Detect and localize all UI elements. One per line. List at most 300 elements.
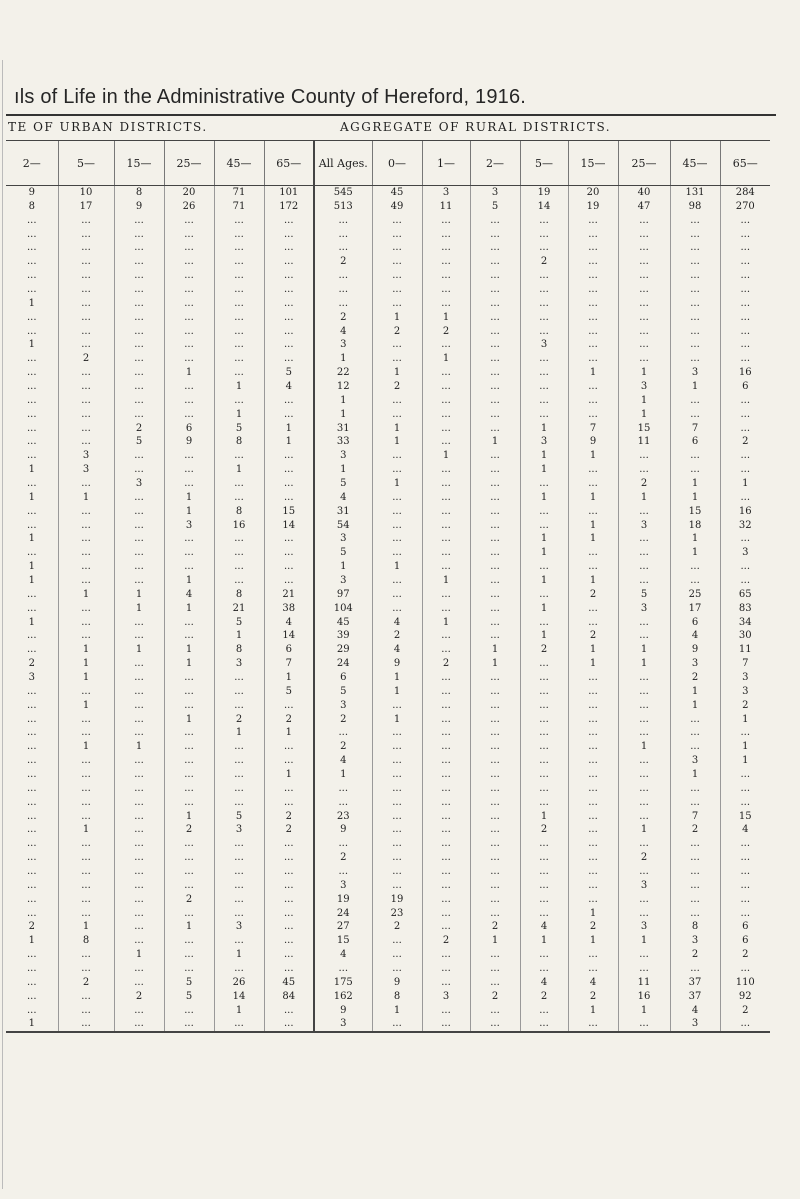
table-cell: ...	[568, 837, 618, 851]
table-cell: 1	[568, 934, 618, 948]
table-cell: 1	[720, 740, 770, 754]
table-cell: ...	[214, 934, 264, 948]
table-cell: ...	[372, 934, 422, 948]
table-cell: ...	[372, 824, 422, 838]
table-cell: 1	[314, 560, 372, 574]
table-cell: ...	[720, 297, 770, 311]
table-cell: 14	[264, 519, 314, 533]
table-cell: 2	[28, 658, 35, 670]
column-header: 5—	[58, 141, 114, 186]
table-cell: ...	[422, 837, 470, 851]
table-cell: ...	[470, 699, 520, 713]
table-cell: 9	[114, 200, 164, 214]
table-cell: ...	[164, 630, 214, 644]
table-cell: ...	[670, 962, 720, 976]
table-cell: 15	[670, 505, 720, 519]
table-cell: ...	[422, 241, 470, 255]
table-cell: ...	[58, 366, 114, 380]
table-cell: 1	[114, 643, 164, 657]
table-cell: ...	[214, 255, 264, 269]
table-cell: ...	[58, 962, 114, 976]
table-cell: ...	[470, 352, 520, 366]
table-row	[6, 602, 770, 616]
table-cell: 25	[670, 588, 720, 602]
table-cell: ...	[58, 1004, 114, 1018]
table-cell: ...	[422, 532, 470, 546]
table-row	[6, 560, 770, 574]
table-cell: ...	[114, 713, 164, 727]
table-cell: ...	[520, 879, 568, 893]
table-cell: ...	[114, 851, 164, 865]
table-cell: ...	[26, 685, 37, 697]
table-cell: ...	[720, 241, 770, 255]
table-cell: ...	[372, 338, 422, 352]
table-cell: ...	[618, 713, 670, 727]
table-cell: 1	[670, 380, 720, 394]
table-cell: 2	[114, 990, 164, 1004]
table-cell: ...	[520, 228, 568, 242]
table-cell: 545	[314, 186, 372, 200]
table-cell: 54	[314, 519, 372, 533]
table-row	[6, 394, 770, 408]
table-row	[6, 851, 770, 865]
table-cell: ...	[470, 948, 520, 962]
table-cell: ...	[568, 824, 618, 838]
table-cell: ...	[372, 269, 422, 283]
table-cell: 6	[670, 435, 720, 449]
table-cell: 5	[470, 200, 520, 214]
table-cell: 7	[670, 810, 720, 824]
table-cell: 2	[164, 824, 214, 838]
table-cell: ...	[470, 311, 520, 325]
table-cell: 5	[164, 990, 214, 1004]
table-cell: ...	[26, 893, 37, 905]
table-cell: ...	[470, 366, 520, 380]
table-cell: 1	[568, 1004, 618, 1018]
table-cell: ...	[26, 380, 37, 392]
table-cell: ...	[470, 532, 520, 546]
table-cell: ...	[568, 352, 618, 366]
column-header: 15—	[568, 141, 618, 186]
table-cell: ...	[422, 851, 470, 865]
table-cell: ...	[264, 338, 314, 352]
table-row	[6, 1018, 770, 1033]
table-cell: ...	[58, 990, 114, 1004]
table-cell: ...	[26, 505, 37, 517]
table-cell: 1	[28, 574, 35, 586]
table-cell: 2	[264, 713, 314, 727]
table-cell: 71	[214, 200, 264, 214]
table-cell: ...	[214, 241, 264, 255]
table-cell: ...	[314, 837, 372, 851]
table-cell: ...	[372, 505, 422, 519]
table-cell: ...	[618, 241, 670, 255]
table-cell: ...	[670, 865, 720, 879]
table-cell: ...	[58, 713, 114, 727]
table-cell: ...	[164, 311, 214, 325]
table-cell: ...	[164, 546, 214, 560]
table-cell: 23	[314, 810, 372, 824]
table-cell: 6	[264, 643, 314, 657]
table-cell: 1	[264, 671, 314, 685]
table-cell: ...	[372, 948, 422, 962]
table-cell: 1	[264, 768, 314, 782]
table-cell: 3	[618, 879, 670, 893]
table-row	[6, 657, 770, 671]
table-cell: ...	[372, 519, 422, 533]
table-cell: ...	[568, 408, 618, 422]
table-cell: 1	[28, 297, 35, 309]
table-cell: ...	[114, 532, 164, 546]
table-cell: ...	[520, 699, 568, 713]
mortality-table	[6, 140, 770, 1033]
table-row	[6, 269, 770, 283]
table-cell: 1	[720, 754, 770, 768]
table-cell: 2	[470, 990, 520, 1004]
table-cell: ...	[568, 879, 618, 893]
table-cell: ...	[568, 768, 618, 782]
table-cell: ...	[264, 740, 314, 754]
table-cell: 2	[314, 311, 372, 325]
table-cell: ...	[470, 810, 520, 824]
table-cell: ...	[372, 837, 422, 851]
table-cell: ...	[422, 269, 470, 283]
table-cell: ...	[264, 699, 314, 713]
table-cell: ...	[422, 519, 470, 533]
table-cell: 6	[164, 422, 214, 436]
table-cell: ...	[58, 297, 114, 311]
table-cell: ...	[114, 976, 164, 990]
table-cell: ...	[670, 574, 720, 588]
table-cell: ...	[264, 560, 314, 574]
table-cell: ...	[720, 422, 770, 436]
table-cell: ...	[58, 325, 114, 339]
table-cell: 45	[314, 616, 372, 630]
table-cell: ...	[470, 851, 520, 865]
table-cell: ...	[214, 297, 264, 311]
table-cell: 1	[164, 491, 214, 505]
table-row	[6, 796, 770, 810]
table-cell: ...	[618, 685, 670, 699]
table-cell: 1	[58, 921, 114, 935]
table-cell: ...	[568, 851, 618, 865]
table-cell: ...	[114, 408, 164, 422]
table-cell: ...	[618, 616, 670, 630]
table-cell: 3	[314, 699, 372, 713]
table-cell: ...	[422, 782, 470, 796]
table-cell: 3	[214, 657, 264, 671]
table-cell: ...	[114, 685, 164, 699]
table-cell: ...	[568, 893, 618, 907]
table-cell: ...	[618, 338, 670, 352]
column-header: 65—	[264, 141, 314, 186]
table-cell: 23	[372, 907, 422, 921]
table-cell: 3	[618, 519, 670, 533]
table-cell: ...	[520, 768, 568, 782]
table-cell: ...	[164, 934, 214, 948]
table-body	[6, 186, 770, 1033]
table-cell: 2	[568, 921, 618, 935]
column-header: 1—	[422, 141, 470, 186]
table-cell: ...	[470, 477, 520, 491]
table-cell: 3	[670, 1018, 720, 1033]
table-cell: ...	[520, 519, 568, 533]
table-cell: 32	[720, 519, 770, 533]
table-cell: 8	[670, 921, 720, 935]
table-cell: ...	[568, 685, 618, 699]
table-row	[6, 643, 770, 657]
table-cell: ...	[520, 505, 568, 519]
table-cell: ...	[26, 990, 37, 1002]
table-cell: ...	[114, 879, 164, 893]
table-cell: ...	[618, 699, 670, 713]
table-cell: 45	[264, 976, 314, 990]
table-cell: ...	[114, 519, 164, 533]
table-cell: 2	[670, 671, 720, 685]
table-cell: 2	[720, 1004, 770, 1018]
table-cell: ...	[470, 214, 520, 228]
table-cell: ...	[58, 519, 114, 533]
table-row	[6, 477, 770, 491]
table-cell: 175	[314, 976, 372, 990]
table-cell: ...	[214, 740, 264, 754]
table-cell: ...	[618, 865, 670, 879]
table-cell: ...	[372, 796, 422, 810]
table-cell: ...	[422, 463, 470, 477]
table-cell: ...	[568, 865, 618, 879]
table-cell: ...	[372, 727, 422, 741]
table-cell: 4	[314, 754, 372, 768]
table-cell: ...	[58, 602, 114, 616]
table-cell: 31	[314, 422, 372, 436]
table-cell: ...	[114, 962, 164, 976]
table-cell: ...	[520, 311, 568, 325]
table-cell: ...	[568, 754, 618, 768]
table-cell: 3	[164, 519, 214, 533]
table-cell: ...	[26, 838, 37, 850]
table-cell: 1	[618, 408, 670, 422]
table-cell: 12	[314, 380, 372, 394]
table-cell: ...	[314, 214, 372, 228]
table-cell: ...	[58, 311, 114, 325]
table-cell: ...	[568, 297, 618, 311]
table-row	[6, 879, 770, 893]
table-cell: ...	[58, 241, 114, 255]
table-cell: ...	[520, 837, 568, 851]
table-cell: ...	[520, 283, 568, 297]
table-cell: ...	[520, 588, 568, 602]
table-cell: 19	[568, 200, 618, 214]
table-cell: ...	[114, 394, 164, 408]
table-cell: ...	[568, 380, 618, 394]
table-cell: ...	[26, 547, 37, 559]
table-cell: ...	[214, 214, 264, 228]
table-cell: ...	[520, 1004, 568, 1018]
table-cell: ...	[114, 311, 164, 325]
table-cell: ...	[470, 602, 520, 616]
table-cell: ...	[422, 546, 470, 560]
table-cell: ...	[470, 754, 520, 768]
table-cell: ...	[264, 228, 314, 242]
table-cell: ...	[114, 228, 164, 242]
table-cell: ...	[214, 546, 264, 560]
table-cell: 9	[314, 824, 372, 838]
table-cell: 3	[670, 934, 720, 948]
table-cell: ...	[26, 879, 37, 891]
table-cell: 30	[720, 630, 770, 644]
table-cell: ...	[26, 824, 37, 836]
table-cell: ...	[670, 907, 720, 921]
table-row	[6, 519, 770, 533]
table-cell: 5	[164, 976, 214, 990]
table-cell: ...	[470, 505, 520, 519]
table-cell: ...	[114, 505, 164, 519]
table-cell: 1	[58, 588, 114, 602]
table-cell: 2	[58, 352, 114, 366]
table-cell: ...	[26, 588, 37, 600]
page-edge	[2, 60, 3, 1189]
table-cell: ...	[720, 325, 770, 339]
table-cell: 16	[720, 366, 770, 380]
table-cell: ...	[114, 907, 164, 921]
table-row	[6, 685, 770, 699]
table-cell: ...	[26, 602, 37, 614]
table-row	[6, 616, 770, 630]
table-cell: ...	[264, 934, 314, 948]
table-cell: 24	[314, 907, 372, 921]
table-cell: ...	[670, 408, 720, 422]
table-cell: 2	[314, 740, 372, 754]
table-cell: 1	[372, 671, 422, 685]
table-cell: ...	[470, 685, 520, 699]
table-cell: 101	[264, 186, 314, 200]
table-cell: ...	[520, 685, 568, 699]
table-cell: 1	[164, 921, 214, 935]
table-cell: 1	[670, 685, 720, 699]
table-cell: ...	[164, 532, 214, 546]
table-cell: ...	[372, 449, 422, 463]
table-cell: ...	[114, 352, 164, 366]
table-cell: 9	[372, 657, 422, 671]
table-cell: 11	[720, 643, 770, 657]
table-cell: 1	[28, 533, 35, 545]
table-cell: ...	[114, 269, 164, 283]
table-row	[6, 422, 770, 436]
table-cell: 3	[314, 574, 372, 588]
table-cell: ...	[58, 685, 114, 699]
table-cell: 2	[372, 325, 422, 339]
table-cell: 104	[314, 602, 372, 616]
table-cell: ...	[470, 837, 520, 851]
table-cell: 38	[264, 602, 314, 616]
table-cell: 1	[264, 727, 314, 741]
table-row	[6, 630, 770, 644]
table-cell: ...	[720, 560, 770, 574]
table-cell: ...	[568, 699, 618, 713]
table-cell: 3	[720, 671, 770, 685]
table-cell: ...	[670, 283, 720, 297]
table-cell: ...	[314, 297, 372, 311]
table-cell: 4	[670, 1004, 720, 1018]
table-cell: 1	[28, 464, 35, 476]
table-cell: ...	[520, 713, 568, 727]
table-row	[6, 740, 770, 754]
table-cell: ...	[372, 768, 422, 782]
table-cell: ...	[618, 532, 670, 546]
table-cell: ...	[314, 269, 372, 283]
table-cell: ...	[568, 1018, 618, 1033]
table-cell: ...	[114, 630, 164, 644]
table-cell: ...	[720, 837, 770, 851]
table-cell: ...	[670, 352, 720, 366]
table-cell: 1	[164, 366, 214, 380]
table-cell: ...	[568, 214, 618, 228]
table-cell: ...	[372, 1018, 422, 1033]
table-cell: ...	[618, 255, 670, 269]
table-cell: ...	[568, 560, 618, 574]
table-cell: ...	[114, 546, 164, 560]
table-cell: ...	[670, 297, 720, 311]
table-cell: ...	[314, 241, 372, 255]
table-cell: ...	[568, 962, 618, 976]
table-row	[6, 907, 770, 921]
table-cell: ...	[164, 477, 214, 491]
table-cell: 3	[670, 657, 720, 671]
table-cell: ...	[214, 491, 264, 505]
table-cell: ...	[164, 228, 214, 242]
table-cell: 1	[520, 449, 568, 463]
table-cell: ...	[720, 574, 770, 588]
table-cell: ...	[670, 241, 720, 255]
table-cell: ...	[164, 782, 214, 796]
table-row	[6, 214, 770, 228]
table-cell: ...	[164, 214, 214, 228]
table-cell: ...	[520, 616, 568, 630]
table-cell: ...	[422, 491, 470, 505]
table-cell: 97	[314, 588, 372, 602]
table-cell: ...	[26, 907, 37, 919]
table-cell: 1	[372, 311, 422, 325]
table-cell: ...	[568, 269, 618, 283]
table-cell: ...	[114, 837, 164, 851]
column-header: 2—	[470, 141, 520, 186]
table-cell: 92	[720, 990, 770, 1004]
table-cell: ...	[264, 449, 314, 463]
table-cell: ...	[618, 463, 670, 477]
table-cell: 3	[422, 186, 470, 200]
table-row	[6, 727, 770, 741]
table-cell: 11	[422, 200, 470, 214]
table-cell: 1	[6, 1018, 58, 1033]
table-cell: ...	[618, 1018, 670, 1033]
table-cell: 3	[58, 449, 114, 463]
table-cell: ...	[264, 921, 314, 935]
table-cell: ...	[618, 768, 670, 782]
table-cell: ...	[58, 283, 114, 297]
table-cell: ...	[520, 214, 568, 228]
table-cell: ...	[372, 214, 422, 228]
table-cell: 10	[58, 186, 114, 200]
table-cell: 1	[568, 657, 618, 671]
table-cell: ...	[114, 560, 164, 574]
table-cell: ...	[264, 948, 314, 962]
table-cell: ...	[720, 727, 770, 741]
table-row	[6, 588, 770, 602]
table-cell: ...	[164, 463, 214, 477]
table-cell: 1	[618, 491, 670, 505]
table-cell: ...	[618, 962, 670, 976]
table-cell: 1	[568, 449, 618, 463]
